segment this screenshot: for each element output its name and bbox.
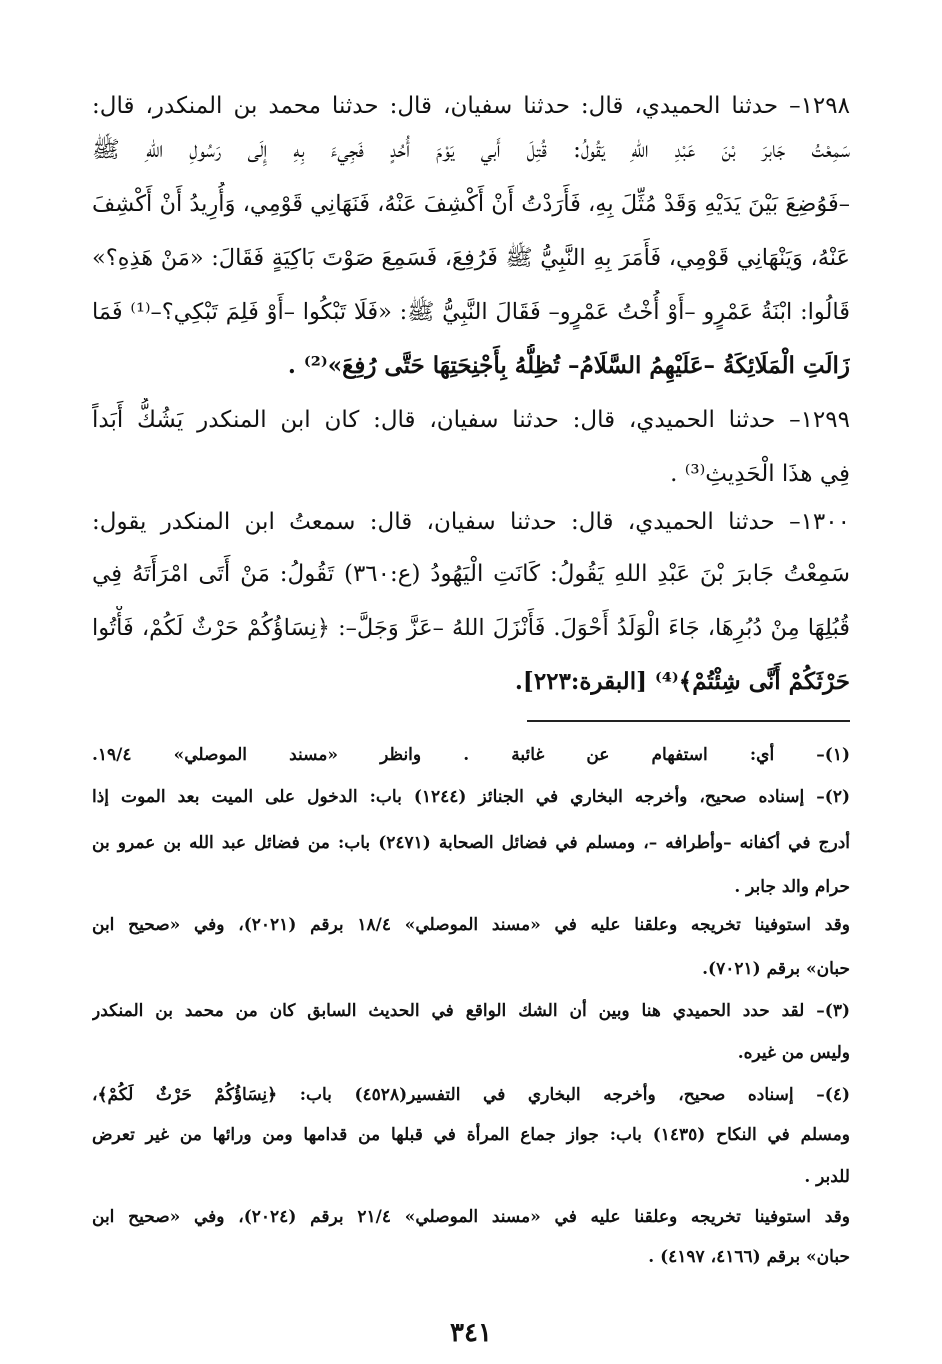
footnote-line: وليس من غيره. xyxy=(737,1043,850,1063)
hadith-1300-text-line: قُبُلِهَا مِنْ دُبُرِهَا، جَاءَ الْوَلَدُ أَحْوَلَ. فَأَنْزَلَ اللهُ –عَزَّ وَجَلَّ–: ﴿نِسَاؤُكُمْ حَرْثٌ لَكُمْ، فَأْتُوا xyxy=(92,615,850,641)
hadith-1299-text-line: فِي هذَا الْحَدِيثِ⁽³⁾ . xyxy=(670,461,850,487)
hadith-1300-text-line: حَرْثَكُمْ أَنَّى شِئْتُمْ﴾⁽⁴⁾ [البقرة:٢٢٣]. xyxy=(514,668,850,695)
hadith-1298-text-line: زَالَتِ الْمَلَائِكَةُ –عَلَيْهِمُ السَّلَامُ– تُظِلُّهُ بِأَجْنِحَتِهَا حَتَّى رُفِعَ»⁽²⁾ . xyxy=(287,352,850,379)
footnote-line: أدرج في أكفانه –وأطرافه –، ومسلم في فضائل الصحابة (٢٤٧١) باب: من فضائل عبد الله بن عمرو بن xyxy=(92,833,850,853)
footnote-line: (١)– أي: استفهام عن غائبة . وانظر «مسند الموصلي» ١٩/٤. xyxy=(92,745,850,765)
hadith-1298-text-line: عَنْهُ، وَيَنْهَانِي قَوْمِي، فَأَمَرَ بِهِ النَّبِيُّ ﷺ فَرُفِعَ، فَسَمِعَ صَوْتَ بَاكِيَةٍ فَقَالَ: «مَنْ هَذِهِ؟» xyxy=(92,245,850,271)
hadith-1298-isnad: ١٢٩٨– حدثنا الحميدي، قال: حدثنا سفيان، قال: حدثنا محمد بن المنكدر، قال: xyxy=(92,93,850,119)
footnote-line: (٢)– إسناده صحيح، وأخرجه البخاري في الجنائز (١٢٤٤) باب: الدخول على الميت بعد الموت إذا xyxy=(92,787,850,807)
footnote-separator xyxy=(527,720,850,722)
footnote-line: حبان» برقم (٤١٦٦، ٤١٩٧) . xyxy=(648,1247,850,1267)
footnote-line: حرام والد جابر . xyxy=(734,877,850,897)
hadith-1298-text-line: –فَوُضِعَ بَيْنَ يَدَيْهِ وَقَدْ مُثِّلَ بِهِ، فَأَرَدْتُ أَنْ أَكْشِفَ عَنْهُ، فَنَهَانِي قَوْمِي، وَأُرِيدُ أَنْ أَكْشِفَ xyxy=(92,191,850,217)
hadith-1298-text-line: قَالُوا: ابْنَةُ عَمْرٍو –أَوْ أُخْتُ عَمْرٍو– فَقَالَ النَّبِيُّ ﷺ: «فَلَا تَبْكُوا –أَوْ فَلِمَ تَبْكِي؟–⁽¹⁾ فَمَا xyxy=(92,299,850,325)
hadith-1299-isnad: ١٢٩٩– حدثنا الحميدي، قال: حدثنا سفيان، قال: كان ابن المنكدر يَشُكُّ أَبَداً xyxy=(92,407,850,433)
page-number: ٣٤١ xyxy=(450,1318,492,1348)
footnote-line: للدبر . xyxy=(804,1167,850,1187)
footnote-line: وقد استوفينا تخريجه وعلقنا عليه في «مسند الموصلي» ٢١/٤ برقم (٢٠٢٤)، وفي «صحيح ابن xyxy=(92,1207,850,1227)
footnote-line: (٤)– إسناده صحيح، وأخرجه البخاري في التفسير(٤٥٢٨) باب: ﴿نِسَاؤُكُمْ حَرْثٌ لَكُمْ﴾، xyxy=(92,1085,850,1105)
hadith-1300-text-line: سَمِعْتُ جَابرَ بْنَ عَبْدِ اللهِ يَقُولُ: كَانَتِ الْيَهُودُ (ع:٣٦٠) تَقُولُ: مَنْ أَتَى امْرَأَتَهُ فِي xyxy=(92,561,850,587)
footnote-line: ومسلم في النكاح (١٤٣٥) باب: جواز جماع المرأة في قبلها من قدامها ومن ورائها من غير تعرض xyxy=(92,1125,850,1145)
hadith-1300-isnad: ١٣٠٠– حدثنا الحميدي، قال: حدثنا سفيان، قال: سمعتُ ابن المنكدر يقول: xyxy=(92,509,850,535)
footnote-line: وقد استوفينا تخريجه وعلقنا عليه في «مسند الموصلي» ١٨/٤ برقم (٢٠٢١)، وفي «صحيح ابن xyxy=(92,915,850,935)
hadith-1298-text-line: سَمِعْتُ جَابرَ بْنَ عَبْدِ اللهِ يَقُولُ: قُتِلَ أَبي يَوْمَ أُحُدٍ فَجِيءَ بِهِ إِلَى رَسُولِ اللهِ ﷺ xyxy=(92,137,850,163)
footnote-line: (٣)– لقد حدد الحميدي هنا وبين أن الشك الواقع في الحديث السابق كان من محمد بن المنكدر xyxy=(92,1001,850,1021)
footnote-line: حبان» برقم (٧٠٢١). xyxy=(702,959,850,979)
